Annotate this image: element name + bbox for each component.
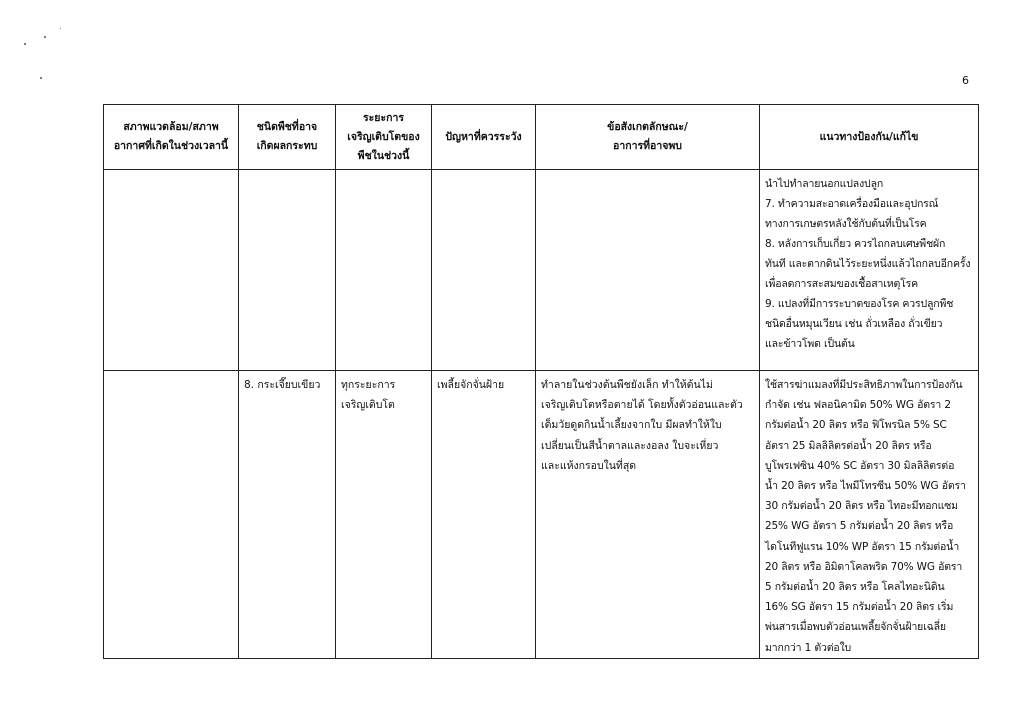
text-line: อัตรา 25 มิลลิลิตรต่อน้ำ 20 ลิตร หรือ	[765, 439, 932, 452]
text-line: ทำลายในช่วงต้นพืชยังเล็ก ทำให้ต้นไม่	[541, 379, 713, 391]
cell-problem	[432, 371, 536, 659]
header-line: ปัญหาที่ควรระวัง	[445, 130, 522, 143]
header-affected-crop	[239, 105, 336, 170]
header-line: เกิดผลกระทบ	[256, 140, 318, 152]
header-growth-stage	[336, 105, 432, 170]
text-line: 8. หลังการเก็บเกี่ยว ควรไถกลบเศษพืชผัก	[765, 238, 946, 250]
cell-stage	[336, 371, 432, 659]
header-problem	[432, 105, 536, 170]
text-line: เพลี้ยจักจั่นฝ้าย	[437, 379, 505, 391]
text-line: 30 กรัมต่อน้ำ 20 ลิตร หรือ ไทอะมีทอกแซม	[765, 500, 958, 513]
text-line: ทางการเกษตรหลังใช้กับต้นที่เป็นโรค	[765, 218, 927, 230]
header-line: แนวทางป้องกัน/แก้ไข	[819, 130, 919, 143]
cell-problem	[432, 170, 536, 371]
text-line: กรัมต่อน้ำ 20 ลิตร หรือ ฟิโพรนิล 5% SC	[765, 419, 947, 432]
text-line: เปลี่ยนเป็นสีน้ำตาลและงอลง ใบจะเหี่ยว	[541, 439, 719, 452]
text-line: 25% WG อัตรา 5 กรัมต่อน้ำ 20 ลิตร หรือ	[765, 520, 954, 533]
text-line: และข้าวโพด เป็นต้น	[765, 338, 855, 350]
text-line: ทุกระยะการ	[341, 379, 396, 391]
text-line: 16% SG อัตรา 15 กรัมต่อน้ำ 20 ลิตร เริ่ม	[765, 601, 954, 614]
pest-management-table	[103, 104, 979, 659]
cell-symptoms	[536, 170, 760, 371]
page-number: 6	[962, 74, 969, 87]
text-line: 9. แปลงที่มีการระบาดของโรค ควรปลูกพืช	[765, 298, 954, 310]
cell-environment	[104, 371, 239, 659]
text-line: ทันที และตากดินไว้ระยะหนึ่งแล้วไถกลบอีกครั้ง	[765, 258, 971, 270]
header-environment	[104, 105, 239, 170]
scan-speck	[40, 77, 42, 79]
text-line: เจริญเติบโตหรือตายได้ โดยทั้งตัวอ่อนและตัว	[541, 399, 743, 412]
text-line: กำจัด เช่น ฟลอนิคามิด 50% WG อัตรา 2	[765, 399, 951, 412]
header-line: อาการที่อาจพบ	[613, 140, 682, 152]
cell-crop	[239, 371, 336, 659]
text-line: 20 ลิตร หรือ อิมิดาโคลพริด 70% WG อัตรา	[765, 560, 963, 573]
table-header-row	[104, 105, 979, 170]
scan-speck	[24, 43, 26, 45]
cell-stage	[336, 170, 432, 371]
scan-speck	[60, 28, 61, 29]
scan-speck	[44, 36, 46, 38]
header-symptoms	[536, 105, 760, 170]
text-line: และแห้งกรอบในที่สุด	[541, 459, 637, 472]
header-line: อากาศที่เกิดในช่วงเวลานี้	[113, 140, 229, 152]
header-prevention	[760, 105, 979, 170]
text-line: ไดโนทีฟูแรน 10% WP อัตรา 15 กรัมต่อน้ำ	[765, 540, 960, 553]
header-line: เจริญเติบโตของ	[347, 130, 420, 143]
text-line: พ่นสารเมื่อพบตัวอ่อนเพลี้ยจักจั่นฝ้ายเฉลี่ย	[765, 621, 946, 634]
text-line: ใช้สารฆ่าแมลงที่มีประสิทธิภาพในการป้องกัน	[765, 379, 963, 391]
text-line: เต็มวัยดูดกินน้ำเลี้ยงจากใบ มีผลทำให้ใบ	[541, 419, 722, 432]
text-line: เพื่อลดการสะสมของเชื้อสาเหตุโรค	[765, 278, 919, 290]
text-line: บูโพรเฟซิน 40% SC อัตรา 30 มิลลิลิตรต่อ	[765, 459, 955, 472]
header-line: สภาพแวดล้อม/สภาพ	[123, 121, 219, 133]
cell-crop	[239, 170, 336, 371]
table-row	[104, 371, 979, 659]
header-line: ชนิดพืชที่อาจ	[256, 121, 318, 133]
text-line: ชนิดอื่นหมุนเวียน เช่น ถั่วเหลือง ถั่วเขียว	[765, 318, 943, 330]
text-line: น้ำ 20 ลิตร หรือ ไพมีโทรซีน 50% WG อัตรา	[765, 480, 966, 493]
header-line: ข้อสังเกตลักษณะ/	[607, 121, 688, 133]
table-row	[104, 170, 979, 371]
text-line: 8. กระเจี๊ยบเขียว	[244, 379, 321, 391]
cell-prevention	[760, 371, 979, 659]
cell-symptoms	[536, 371, 760, 659]
text-line: นำไปทำลายนอกแปลงปลูก	[765, 178, 884, 190]
cell-prevention	[760, 170, 979, 371]
text-line: 5 กรัมต่อน้ำ 20 ลิตร หรือ โคลไทอะนิดิน	[765, 581, 945, 594]
text-line: มากกว่า 1 ตัวต่อใบ	[765, 641, 852, 654]
text-line: 7. ทำความสะอาดเครื่องมือและอุปกรณ์	[765, 198, 939, 210]
header-line: พืชในช่วงนี้	[357, 149, 410, 162]
cell-environment	[104, 170, 239, 371]
header-line: ระยะการ	[363, 111, 404, 124]
text-line: เจริญเติบโต	[341, 399, 395, 412]
